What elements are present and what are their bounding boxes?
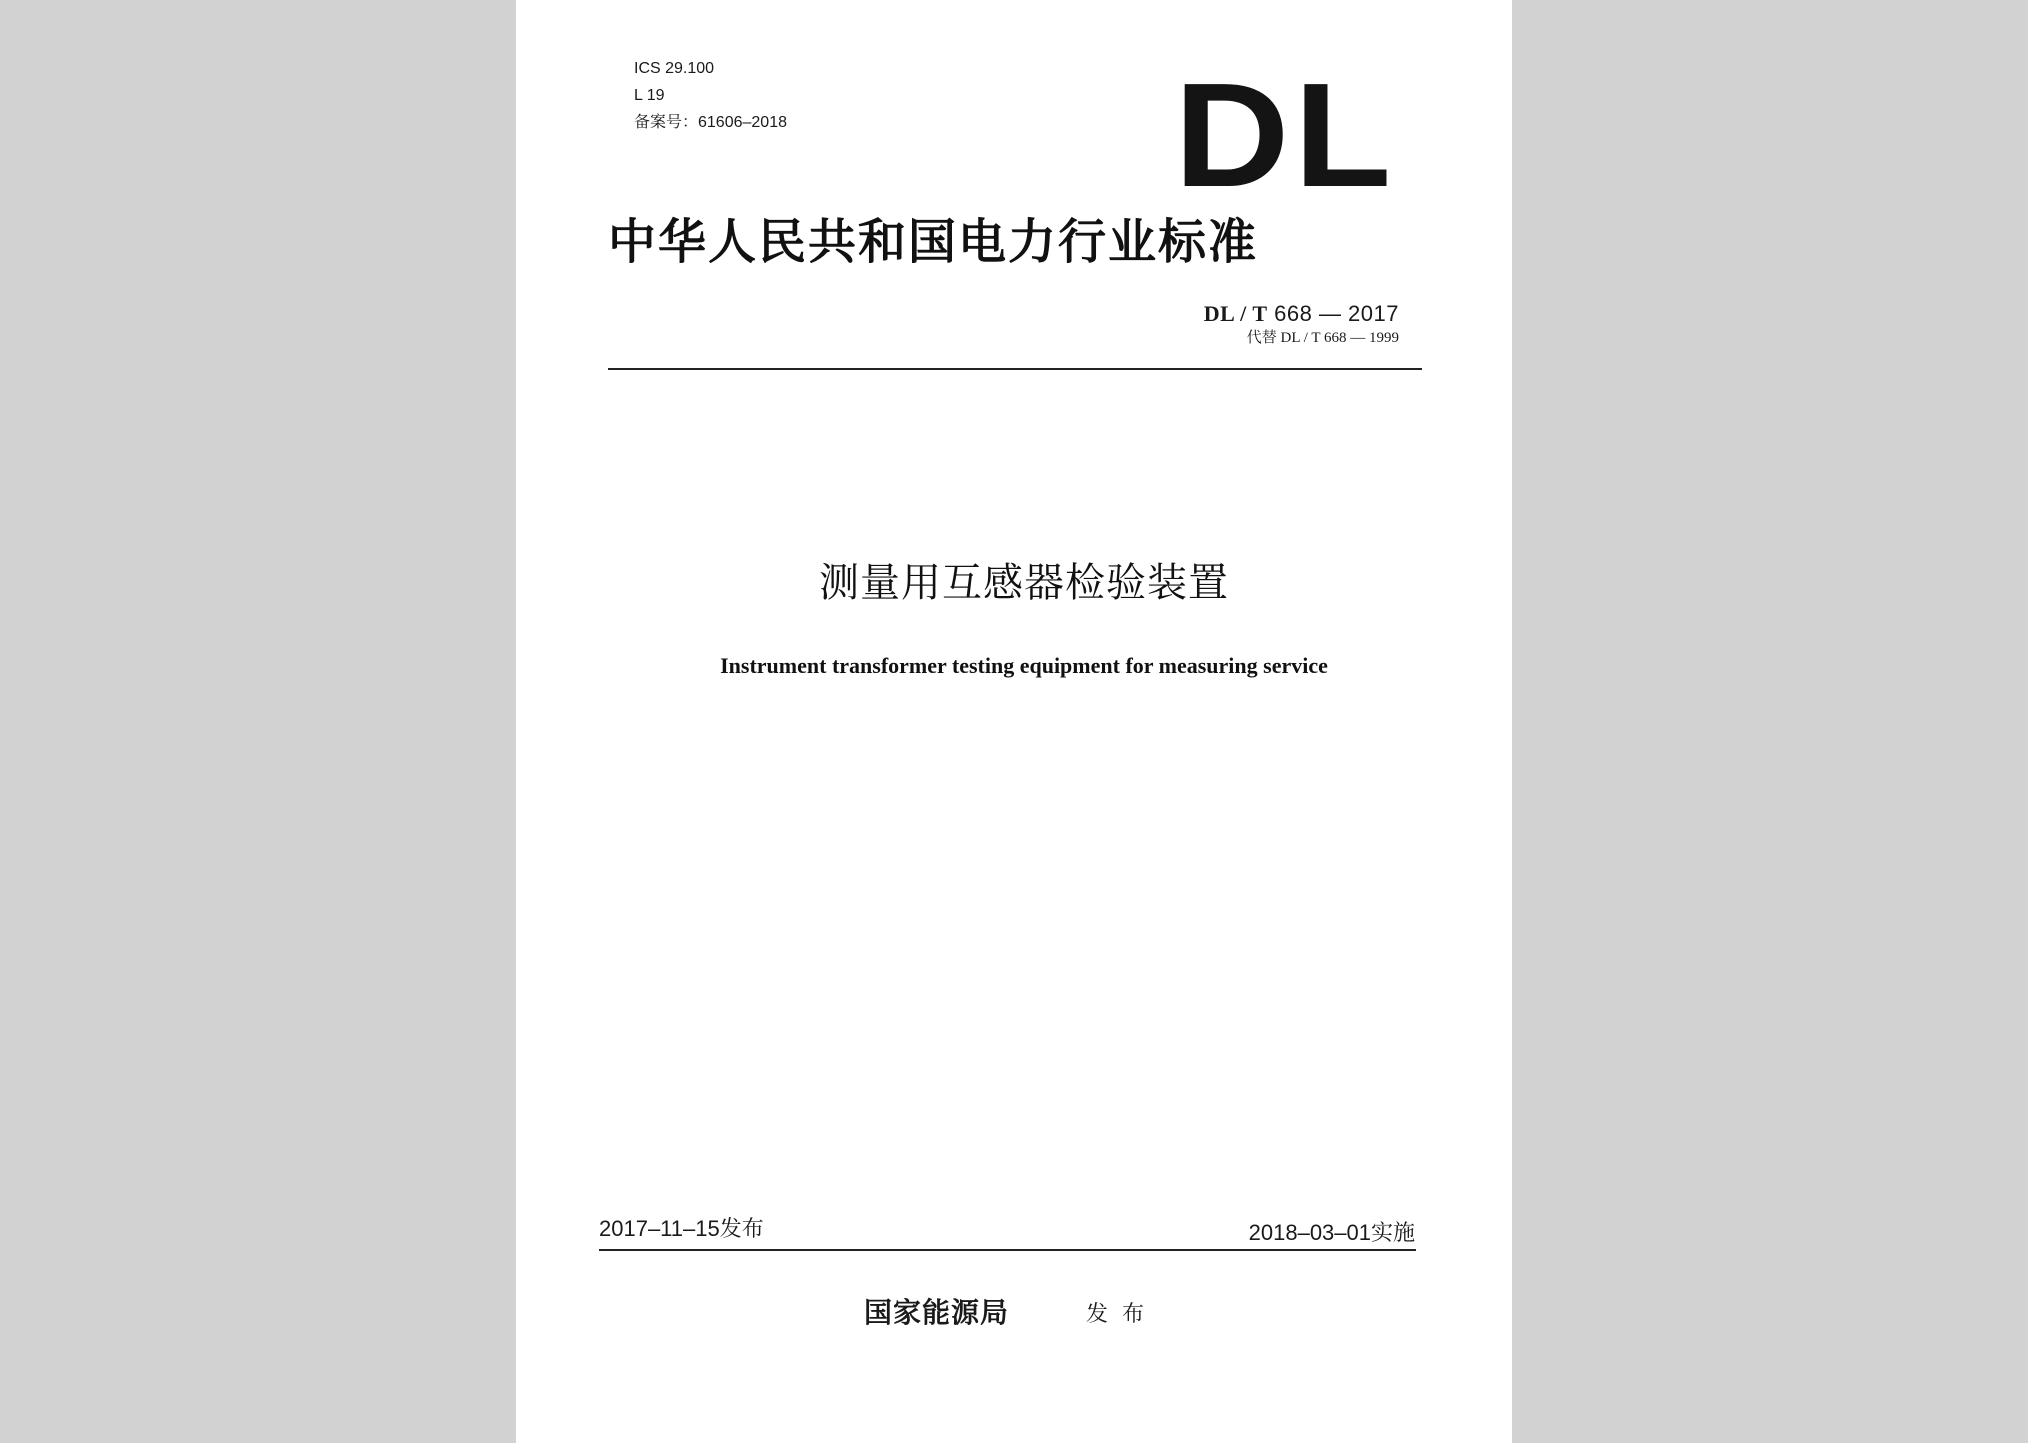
issue-date: 2017–11–15发布	[599, 1216, 764, 1241]
publisher-name: 国家能源局	[864, 1296, 1010, 1329]
standard-prefix: DL / T	[1203, 301, 1268, 326]
standard-number-block	[1204, 300, 1399, 348]
replaces-standard: 代替 DL / T 668 — 1999	[1246, 330, 1399, 346]
standard-number	[1204, 300, 1399, 328]
document-title-chinese: 测量用互感器检验装置	[819, 560, 1229, 606]
dl-logo: DL	[1174, 53, 1396, 218]
document-page	[516, 0, 1512, 1443]
standard-title: 中华人民共和国电力行业标准	[608, 214, 1259, 270]
category-code: L 19	[634, 87, 665, 104]
effective-date: 2018–03–01实施	[1248, 1220, 1415, 1245]
header-divider	[608, 368, 1422, 370]
classification-block	[634, 55, 787, 136]
document-title-english: Instrument transformer testing equipment for measuring service	[720, 653, 1328, 678]
ics-code: ICS 29.100	[634, 60, 715, 77]
publish-label: 发布	[1086, 1302, 1159, 1327]
standard-code: 668 — 2017	[1274, 301, 1399, 326]
record-number: 备案号：61606–2018	[634, 114, 787, 131]
footer-divider	[599, 1249, 1416, 1251]
